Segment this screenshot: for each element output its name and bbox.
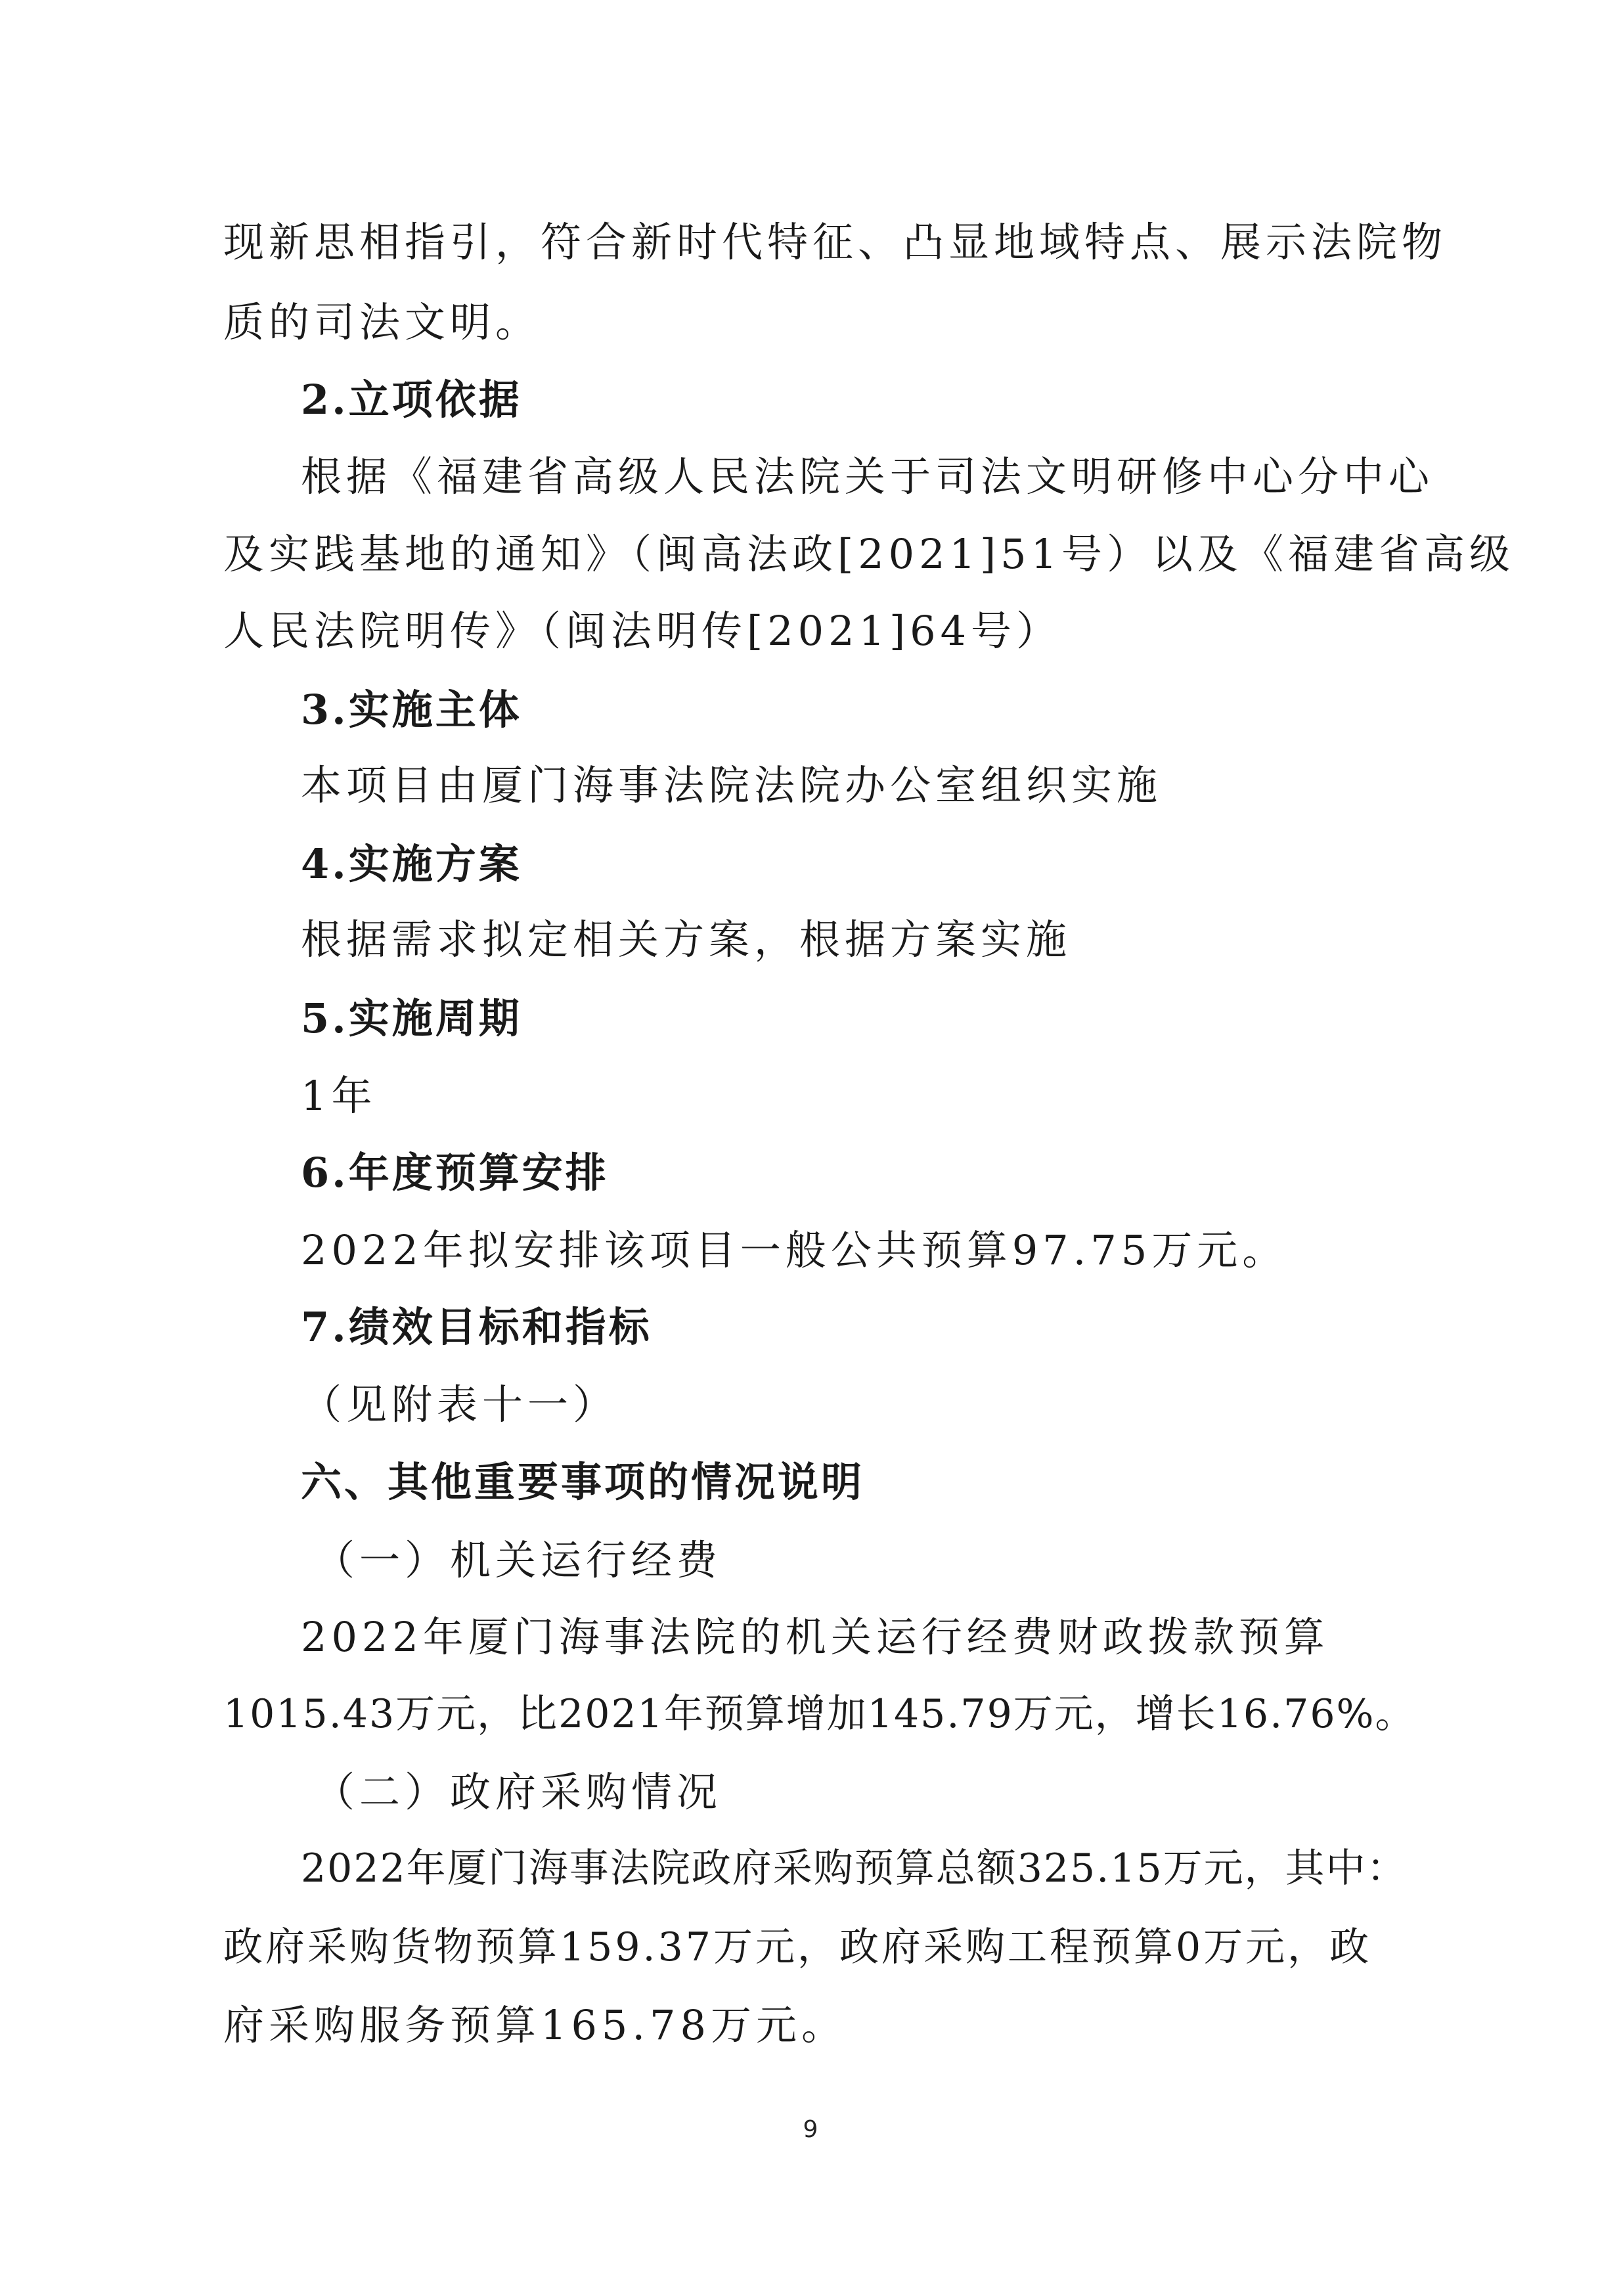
section-heading: 2.立项依据 — [301, 376, 522, 424]
body-text-line: （见附表十一） — [301, 1380, 619, 1428]
body-text-line: 人民法院明传》（闽法明传[2021]64号） — [223, 607, 1062, 655]
body-text-line: 2022年厦门海事法院的机关运行经费财政拨款预算 — [301, 1613, 1329, 1661]
body-text-line: 府采购服务预算165.78万元。 — [223, 2001, 847, 2049]
chapter-heading: 六、其他重要事项的情况说明 — [301, 1458, 865, 1506]
body-text-line: 2022年拟安排该项目一般公共预算97.75万元。 — [301, 1226, 1288, 1274]
section-heading: 4.实施方案 — [301, 840, 522, 888]
body-text-line: 1015.43万元，比2021年预算增加145.79万元，增长16.76%。 — [223, 1691, 1416, 1737]
body-text-line: 1年 — [301, 1072, 377, 1120]
section-heading: 6.年度预算安排 — [301, 1149, 609, 1197]
body-text-line: 现新思相指引，符合新时代特征、凸显地域特点、展示法院物 — [223, 218, 1448, 266]
body-text-line: 根据《福建省高级人民法院关于司法文明研修中心分中心 — [301, 453, 1434, 500]
subsection-heading: （二）政府采购情况 — [314, 1768, 722, 1816]
body-text-line: 政府采购货物预算159.37万元，政府采购工程预算0万元，政 — [223, 1924, 1372, 1970]
section-heading: 5.实施周期 — [301, 994, 522, 1042]
body-text-line: 及实践基地的通知》（闽高法政[2021]51号）以及《福建省高级 — [223, 530, 1515, 578]
body-text-line: 2022年厦门海事法院政府采购预算总额325.15万元，其中： — [301, 1845, 1408, 1891]
subsection-heading: （一）机关运行经费 — [314, 1536, 722, 1584]
section-heading: 7.绩效目标和指标 — [301, 1303, 652, 1351]
body-text-line: 根据需求拟定相关方案，根据方案实施 — [301, 916, 1072, 963]
page-number: 9 — [803, 2116, 818, 2143]
body-text-line: 本项目由厦门海事法院法院办公室组织实施 — [301, 761, 1163, 809]
section-heading: 3.实施主体 — [301, 686, 522, 734]
body-text-line: 质的司法文明。 — [223, 298, 541, 346]
